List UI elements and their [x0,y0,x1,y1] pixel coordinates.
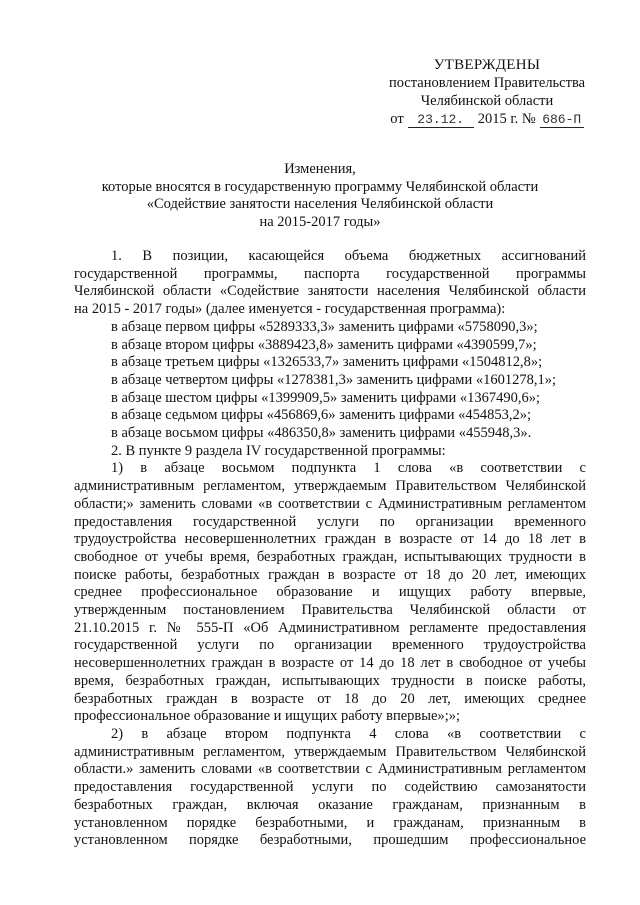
body-line: в абзаце шестом цифры «1399909,5» заменить цифрами «1367490,6»; [111,389,541,406]
body-line: административным регламентом, утверждаемым Правительством Челябинской [74,478,586,495]
body-line: среднее профессиональное образование и ищущих работу впервые, [74,584,586,601]
body-line: в абзаце втором цифры «3889423,8» заменить цифрами «4390599,7»; [111,336,537,353]
body-line: государственной программы, паспорта государственной программы [74,265,586,282]
body-line: 1. В позиции, касающейся объема бюджетных ассигнований [111,248,586,264]
heading-line-4: на 2015-2017 годы» [259,213,381,230]
heading-line-1: Изменения, [284,161,356,177]
approval-date-value: 23.12. [408,112,474,128]
body-line: утвержденным постановлением Правительства Челябинской области от [74,602,586,619]
body-line: в абзаце четвертом цифры «1278381,3» заменить цифрами «1601278,1»; [111,371,556,388]
body-line: 2. В пункте 9 раздела IV государственной программы: [111,442,446,459]
body-line: профессиональное образование и ищущих работу впервые»;»; [74,708,461,725]
document-body [74,248,586,850]
body-line: предоставления государственной услуги по организации временного [74,513,586,530]
body-line: в абзаце седьмом цифры «456869,6» заменить цифрами «454853,2»; [111,407,532,424]
body-line: области.» заменить словами «в соответствии с Административным регламентом [74,761,586,778]
approval-stamp [372,56,602,128]
body-line: государственной услуги по организации временного трудоустройства [74,637,586,654]
body-line: области;» заменить словами «в соответствии с Административным регламентом [74,495,586,512]
approval-title: УТВЕРЖДЕНЫ [433,57,541,73]
body-line: безработных граждан, включая оказание гражданам, признанным в [74,796,586,813]
document-heading [60,161,580,231]
body-line: административным регламентом, утверждаемым Правительством Челябинской [74,743,586,760]
heading-line-3: «Содействие занятости населения Челябинской области [146,196,494,212]
body-line: безработных граждан в возрасте от 18 до 20 лет, имеющих среднее [74,690,586,707]
body-line: Челябинской области «Содействие занятости населения Челябинской области [74,283,586,300]
body-line: трудоустройства несовершеннолетних граждан в возрасте от 14 до 18 лет в [74,531,586,548]
body-line: в абзаце третьем цифры «1326533,7» заменить цифрами «1504812,8»; [111,354,543,371]
heading-line-2: которые вносятся в государственную программу Челябинской области [101,178,539,195]
body-line: поиске работы, безработных граждан в возрасте от 18 до 20 лет, имеющих [74,566,586,583]
body-line: время, безработных граждан, испытывающих трудности в поиске работы, [74,672,586,689]
body-line: 2) в абзаце втором подпункта 4 слова «в соответствии с [111,725,586,742]
body-line: установленном порядке безработными, и гражданам, признанным в [74,814,586,831]
approval-line-1: постановлением Правительства [388,75,586,91]
body-line: свободное от учебы время, безработных граждан, испытывающих трудности в [74,548,586,565]
body-line: в абзаце восьмом цифры «486350,8» заменить цифрами «455948,3». [111,425,532,442]
approval-year-text: 2015 г. № [477,111,536,127]
body-line: 1) в абзаце восьмом подпункта 1 слова «в соответствии с [111,460,586,477]
body-line: установленном порядке безработными, прошедшим профессиональное [74,832,586,849]
body-line: на 2015 - 2017 годы» (далее именуется - государственная программа): [74,301,506,318]
body-line: в абзаце первом цифры «5289333,3» заменить цифрами «5758090,3»; [111,318,538,335]
approval-date-prefix: от [390,111,404,127]
approval-date-line [372,110,602,128]
approval-number-value: 686-П [540,112,584,128]
approval-line-2: Челябинской области [420,93,554,109]
body-line: 21.10.2015 г. № 555-П «Об Административном регламенте предоставления [74,619,586,636]
body-line: предоставления государственной услуги по содействию самозанятости [74,779,586,796]
body-line: несовершеннолетних граждан в возрасте от 14 до 18 лет в свободное от учебы [74,655,586,672]
